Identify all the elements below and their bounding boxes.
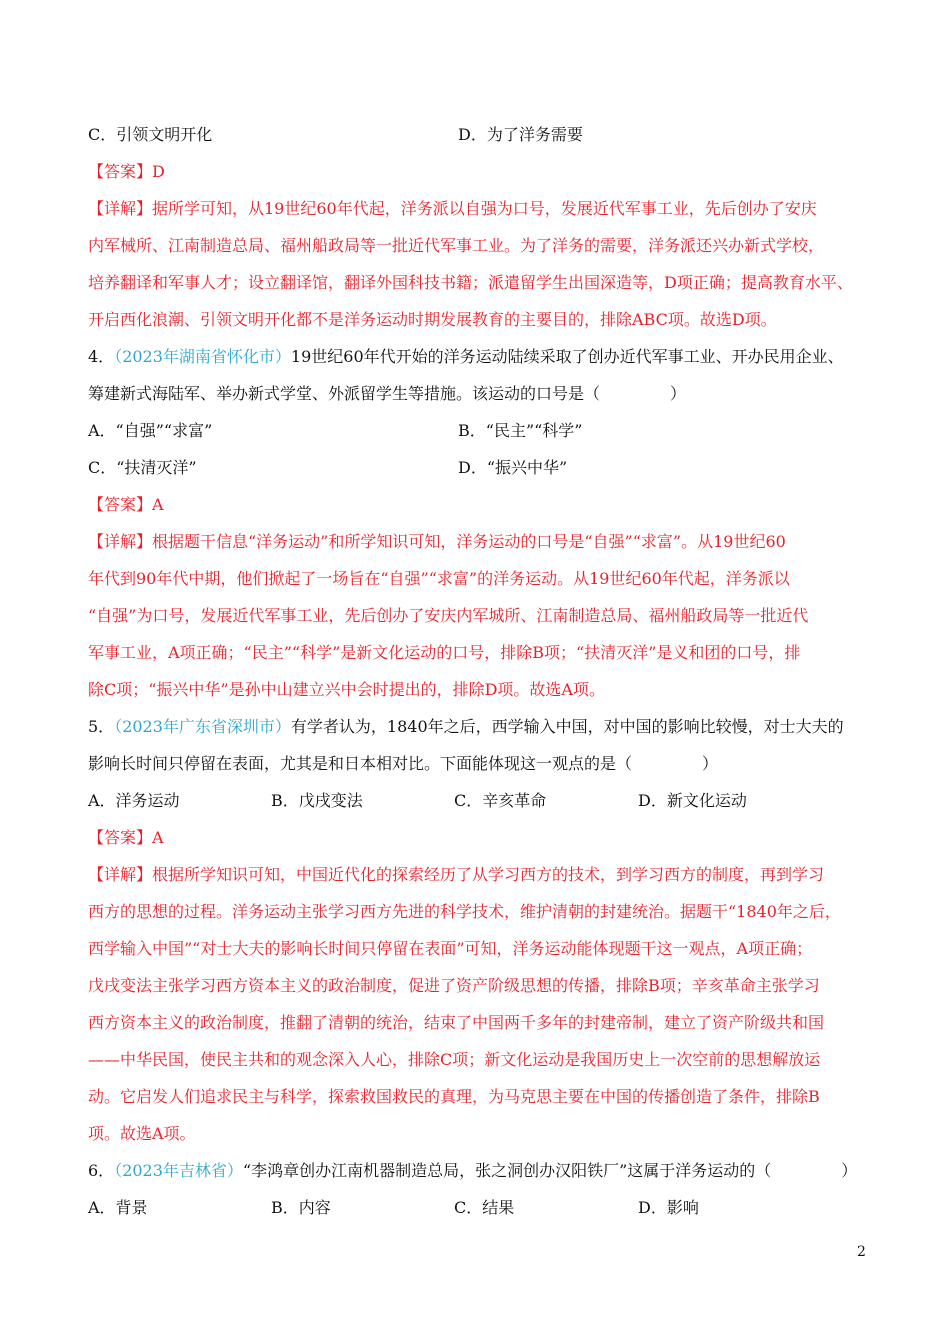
q4-stem-text: 19世纪60年代开始的洋务运动陆续采取了创办近代军事工业、开办民用企业、 (290, 347, 844, 366)
q4-option-a: A．“自强”“求富” (88, 421, 213, 440)
q4-explanation-line: 【详解】根据题干信息“洋务运动”和所学知识可知，洋务运动的口号是“自强”“求富”。从19世纪60 (88, 532, 786, 551)
q6-option-a: A．背景 (88, 1198, 148, 1217)
document-page (88, 116, 864, 1226)
q5-explanation-line: 项。故选A项。 (88, 1124, 196, 1143)
q6-option-b: B．内容 (271, 1198, 331, 1217)
q4-option-c: C．“扶清灭洋” (88, 458, 197, 477)
q5-answer: 【答案】A (88, 828, 164, 847)
q5-stem-text: 影响长时间只停留在表面，尤其是和日本相对比。下面能体现这一观点的是（ (88, 754, 633, 773)
q5-option-c: C．辛亥革命 (454, 791, 547, 810)
q3-option-c: C．引领文明开化 (88, 125, 213, 144)
q6-number: 6． (88, 1161, 115, 1180)
q5-options (88, 782, 864, 819)
q4-stem-line (88, 338, 864, 375)
q5-explanation-line: 西方的思想的过程。洋务运动主张学习西方先进的科学技术，维护清朝的封建统治。据题干“1840年之后， (88, 902, 841, 921)
q4-stem-text: 筹建新式海陆军、举办新式学堂、外派留学生等措施。该运动的口号是（ (88, 384, 601, 403)
q5-stem-close: ） (702, 754, 719, 773)
q3-options (88, 116, 864, 153)
q3-explanation-line: 开启西化浪潮、引领文明开化都不是洋务运动时期发展教育的主要目的，排除ABC项。故选D项。 (88, 310, 777, 329)
q6-option-d: D．影响 (638, 1198, 699, 1217)
q6-stem-line (88, 1152, 864, 1189)
q3-answer: 【答案】D (88, 162, 165, 181)
q4-explanation-line: “自强”为口号，发展近代军事工业，先后创办了安庆内军城所、江南制造总局、福州船政局等一批近代 (88, 606, 809, 625)
q5-option-a: A．洋务运动 (88, 791, 180, 810)
q4-explanation-line: 年代到90年代中期，他们掀起了一场旨在“自强”“求富”的洋务运动。从19世纪60年代起，洋务派以 (88, 569, 790, 588)
q6-source: （2023年吉林省） (114, 1161, 243, 1180)
q5-explanation-line: 西方资本主义的政治制度，推翻了清朝的统治，结束了中国两千多年的封建帝制，建立了资产阶级共和国 (88, 1013, 825, 1032)
q4-explanation-line: 除C项；“振兴中华”是孙中山建立兴中会时提出的，排除D项。故选A项。 (88, 680, 605, 699)
q5-option-d: D．新文化运动 (638, 791, 747, 810)
q5-explanation-line: 戊戌变法主张学习西方资本主义的政治制度，促进了资产阶级思想的传播，排除B项；辛亥革命主张学习 (88, 976, 820, 995)
q4-option-d: D．“振兴中华” (458, 458, 568, 477)
q3-explanation-line: 培养翻译和军事人才；设立翻译馆，翻译外国科技书籍；派遣留学生出国深造等，D项正确；提高教育水平、 (88, 273, 853, 292)
page-number: 2 (857, 1244, 866, 1260)
q3-explanation-line: 【详解】据所学可知，从19世纪60年代起，洋务派以自强为口号，发展近代军事工业，先后创办了安庆 (88, 199, 817, 218)
q4-option-b: B．“民主”“科学” (458, 421, 583, 440)
q6-options (88, 1189, 864, 1226)
q6-option-c: C．结果 (454, 1198, 515, 1217)
q3-option-d: D．为了洋务需要 (458, 125, 583, 144)
q4-explanation-line: 军事工业，A项正确；“民主”“科学”是新文化运动的口号，排除B项；“扶清灭洋”是义和团的口号，排 (88, 643, 801, 662)
q5-number: 5． (88, 717, 115, 736)
q5-option-b: B．戊戌变法 (271, 791, 363, 810)
q5-explanation-line: 西学输入中国”“对士大夫的影响长时间只停留在表面”可知，洋务运动能体现题干这一观点，A项正确； (88, 939, 813, 958)
q5-stem-line (88, 708, 864, 745)
q5-explanation-line: ——中华民国，使民主共和的观念深入人心，排除C项；新文化运动是我国历史上一次空前的思想解放运 (88, 1050, 821, 1069)
q4-answer: 【答案】A (88, 495, 164, 514)
q4-options (88, 449, 864, 486)
q4-number: 4． (88, 347, 115, 366)
q5-explanation-line: 【详解】根据所学知识可知，中国近代化的探索经历了从学习西方的技术，到学习西方的制度，再到学习 (88, 865, 825, 884)
q5-stem-text: 有学者认为，1840年之后，西学输入中国，对中国的影响比较慢，对士大夫的 (290, 717, 844, 736)
q6-stem-close: ） (841, 1161, 858, 1180)
q4-options (88, 412, 864, 449)
q5-source: （2023年广东省深圳市） (114, 717, 291, 736)
q6-stem-text: “李鸿章创办江南机器制造总局，张之洞创办汉阳铁厂”这属于洋务运动的（ (242, 1161, 772, 1180)
q4-stem-line (88, 375, 864, 412)
q3-explanation-line: 内军械所、江南制造总局、福州船政局等一批近代军事工业。为了洋务的需要，洋务派还兴办新式学校， (88, 236, 825, 255)
q5-stem-line (88, 745, 864, 782)
q5-explanation-line: 动。它启发人们追求民主与科学，探索救国救民的真理，为马克思主要在中国的传播创造了条件，排除B (88, 1087, 820, 1106)
q4-source: （2023年湖南省怀化市） (114, 347, 291, 366)
q4-stem-close: ） (670, 384, 687, 403)
